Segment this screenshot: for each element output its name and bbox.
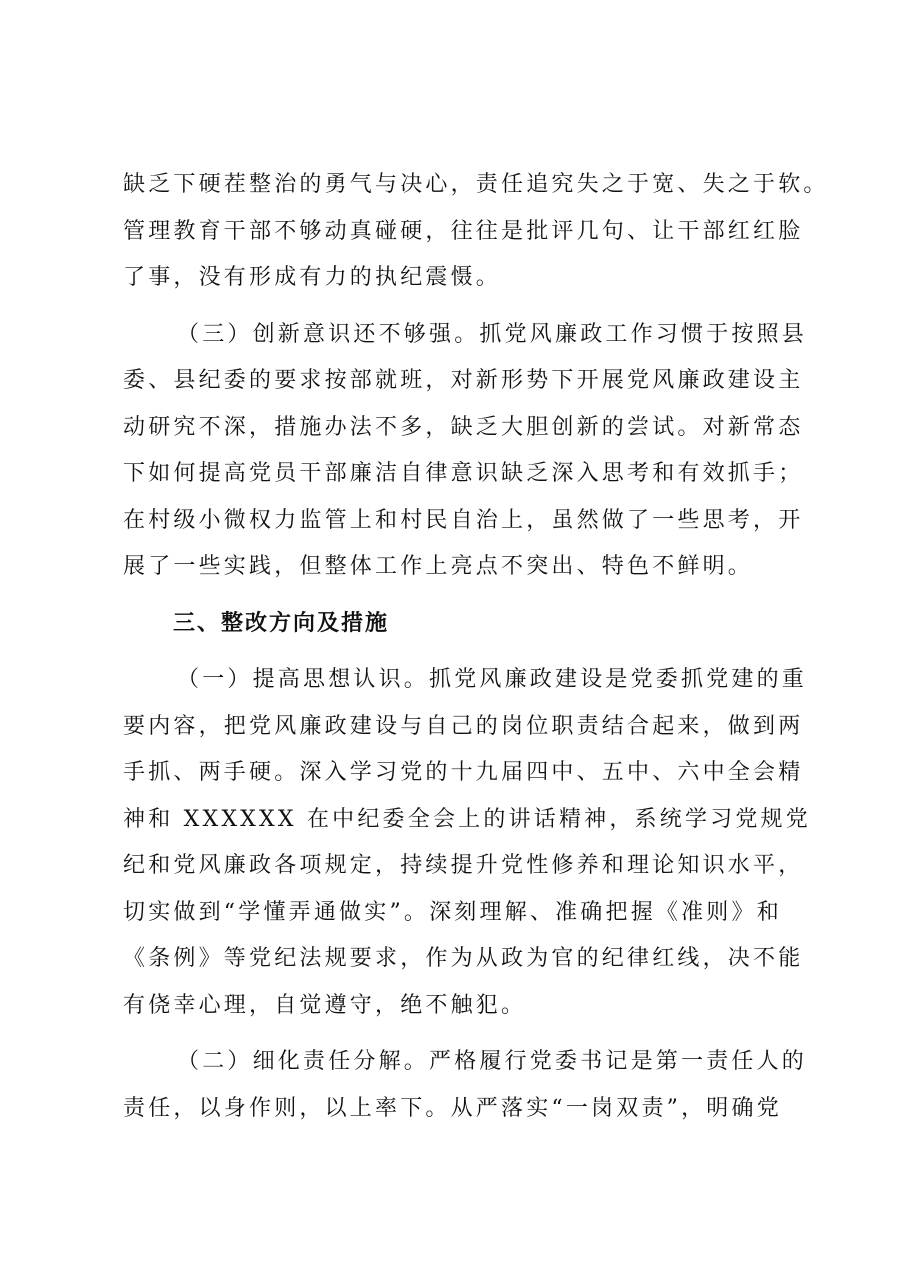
section-heading: 三、整改方向及措施	[173, 610, 390, 636]
text-line: 纪和党风廉政各项规定，持续提升党性修养和理论知识水平，	[123, 853, 804, 878]
paragraph-innovation-awareness	[123, 312, 808, 591]
text-line: 责任，以身作则，以上率下。从严落实“一岗双责”，明确党	[123, 1095, 782, 1121]
text-line: 了事，没有形成有力的执纪震慑。	[123, 265, 502, 290]
text-line: （一）提高思想认识。抓党风廉政建设是党委抓党建的重	[177, 667, 808, 692]
text-line: （二）细化责任分解。严格履行党委书记是第一责任人的	[177, 1049, 808, 1074]
text-line: （三）创新意识还不够强。抓党风廉政工作习惯于按照县	[177, 321, 808, 347]
text-line: 下如何提高党员干部廉洁自律意识缺乏深入思考和有效抓手；	[123, 461, 804, 486]
text-line: 手抓、两手硬。深入学习党的十九届四中、五中、六中全会精	[123, 760, 804, 785]
text-line: 切实做到“学懂弄通做实”。深刻理解、准确把握《准则》和	[123, 899, 782, 925]
paragraph-gap	[123, 591, 803, 601]
text-line: 在村级小微权力监管上和村民自治上，虽然做了一些思考，开	[123, 507, 804, 533]
paragraph-gap	[123, 302, 803, 312]
paragraph-discipline-enforcement	[123, 162, 829, 302]
text-line: 动研究不深，措施办法不多，缺乏大胆创新的尝试。对新常态	[123, 414, 804, 440]
text-line: 神和 XXXXXX 在中纪委全会上的讲话精神，系统学习党规党	[123, 806, 811, 832]
text-line: 要内容，把党风廉政建设与自己的岗位职责结合起来，做到两	[123, 713, 804, 739]
text-line: 《条例》等党纪法规要求，作为从政为官的纪律红线，决不能	[123, 946, 804, 971]
text-line: 管理教育干部不够动真碰硬，往往是批评几句、让干部红红脸	[123, 218, 804, 244]
paragraph-responsibility-breakdown	[123, 1039, 808, 1132]
paragraph-raise-awareness	[123, 657, 811, 1029]
text-line: 委、县纪委的要求按部就班，对新形势下开展党风廉政建设主	[123, 368, 804, 393]
paragraph-gap	[123, 1029, 803, 1039]
paragraph-gap	[123, 647, 803, 657]
text-line: 有侥幸心理，自觉遵守，绝不触犯。	[123, 992, 527, 1018]
text-line: 缺乏下硬茬整治的勇气与决心，责任追究失之于宽、失之于软。	[123, 172, 829, 197]
text-line: 展了一些实践，但整体工作上亮点不突出、特色不鲜明。	[123, 554, 754, 579]
document-body	[123, 162, 829, 1132]
